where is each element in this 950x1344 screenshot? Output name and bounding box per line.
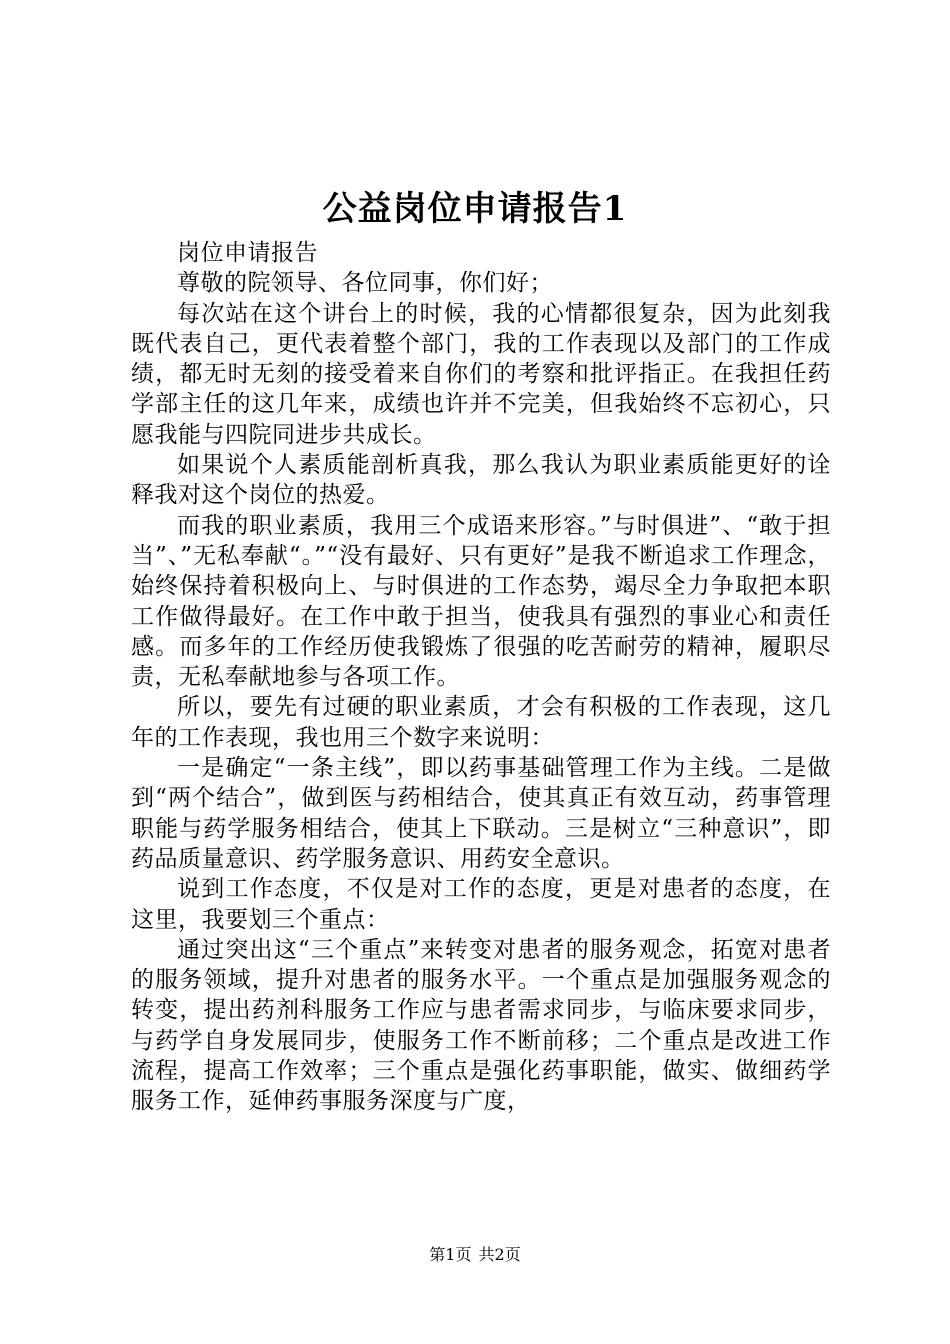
document-body bbox=[131, 238, 831, 1117]
paragraph: 而我的职业素质，我用三个成语来形容。”与时俱进”、“敢于担当”、”无私奉献“。”“没有最好、只有更好”是我不断追求工作理念，始终保持着积极向上、与时俱进的工作态势，竭尽全力争取把本职工作做得最好。在工作中敢于担当，使我具有强烈的事业心和责任感。而多年的工作经历使我锻炼了很强的吃苦耐劳的精神，履职尽责，无私奉献地参与各项工作。 bbox=[131, 512, 831, 691]
paragraph: 通过突出这“三个重点”来转变对患者的服务观念，拓宽对患者的服务领域，提升对患者的服务水平。一个重点是加强服务观念的转变，提出药剂科服务工作应与患者需求同步，与临床要求同步，与药学自身发展同步，使服务工作不断前移；二个重点是改进工作流程，提高工作效率；三个重点是强化药事职能，做实、做细药学服务工作，延伸药事服务深度与广度， bbox=[131, 936, 831, 1115]
document-title: 公益岗位申请报告1 bbox=[322, 189, 628, 229]
page-number: 第1页 bbox=[429, 1245, 472, 1264]
paragraph: 如果说个人素质能剖析真我，那么我认为职业素质能更好的诠释我对这个岗位的热爱。 bbox=[131, 452, 831, 509]
paragraph: 所以，要先有过硬的职业素质，才会有积极的工作表现，这几年的工作表现，我也用三个数字来说明： bbox=[131, 694, 831, 751]
paragraph: 一是确定“一条主线”，即以药事基础管理工作为主线。二是做到“两个结合”，做到医与药相结合，使其真正有效互动，药事管理职能与药学服务相结合，使其上下联动。三是树立“三种意识”，即药品质量意识、药学服务意识、用药安全意识。 bbox=[131, 755, 831, 872]
page-footer bbox=[0, 1244, 950, 1266]
paragraph: 说到工作态度，不仅是对工作的态度，更是对患者的态度，在这里，我要划三个重点： bbox=[131, 876, 831, 933]
paragraph-heading: 岗位申请报告 bbox=[177, 240, 318, 266]
page-total: 共2页 bbox=[478, 1245, 521, 1264]
paragraph: 每次站在这个讲台上的时候，我的心情都很复杂，因为此刻我既代表自己，更代表着整个部门，我的工作表现以及部门的工作成绩，都无时无刻的接受着来自你们的考察和批评指正。在我担任药学部主任的这几年来，成绩也许并不完美，但我始终不忘初心，只愿我能与四院同进步共成长。 bbox=[131, 300, 831, 448]
paragraph-greeting: 尊敬的院领导、各位同事，你们好； bbox=[177, 270, 553, 297]
